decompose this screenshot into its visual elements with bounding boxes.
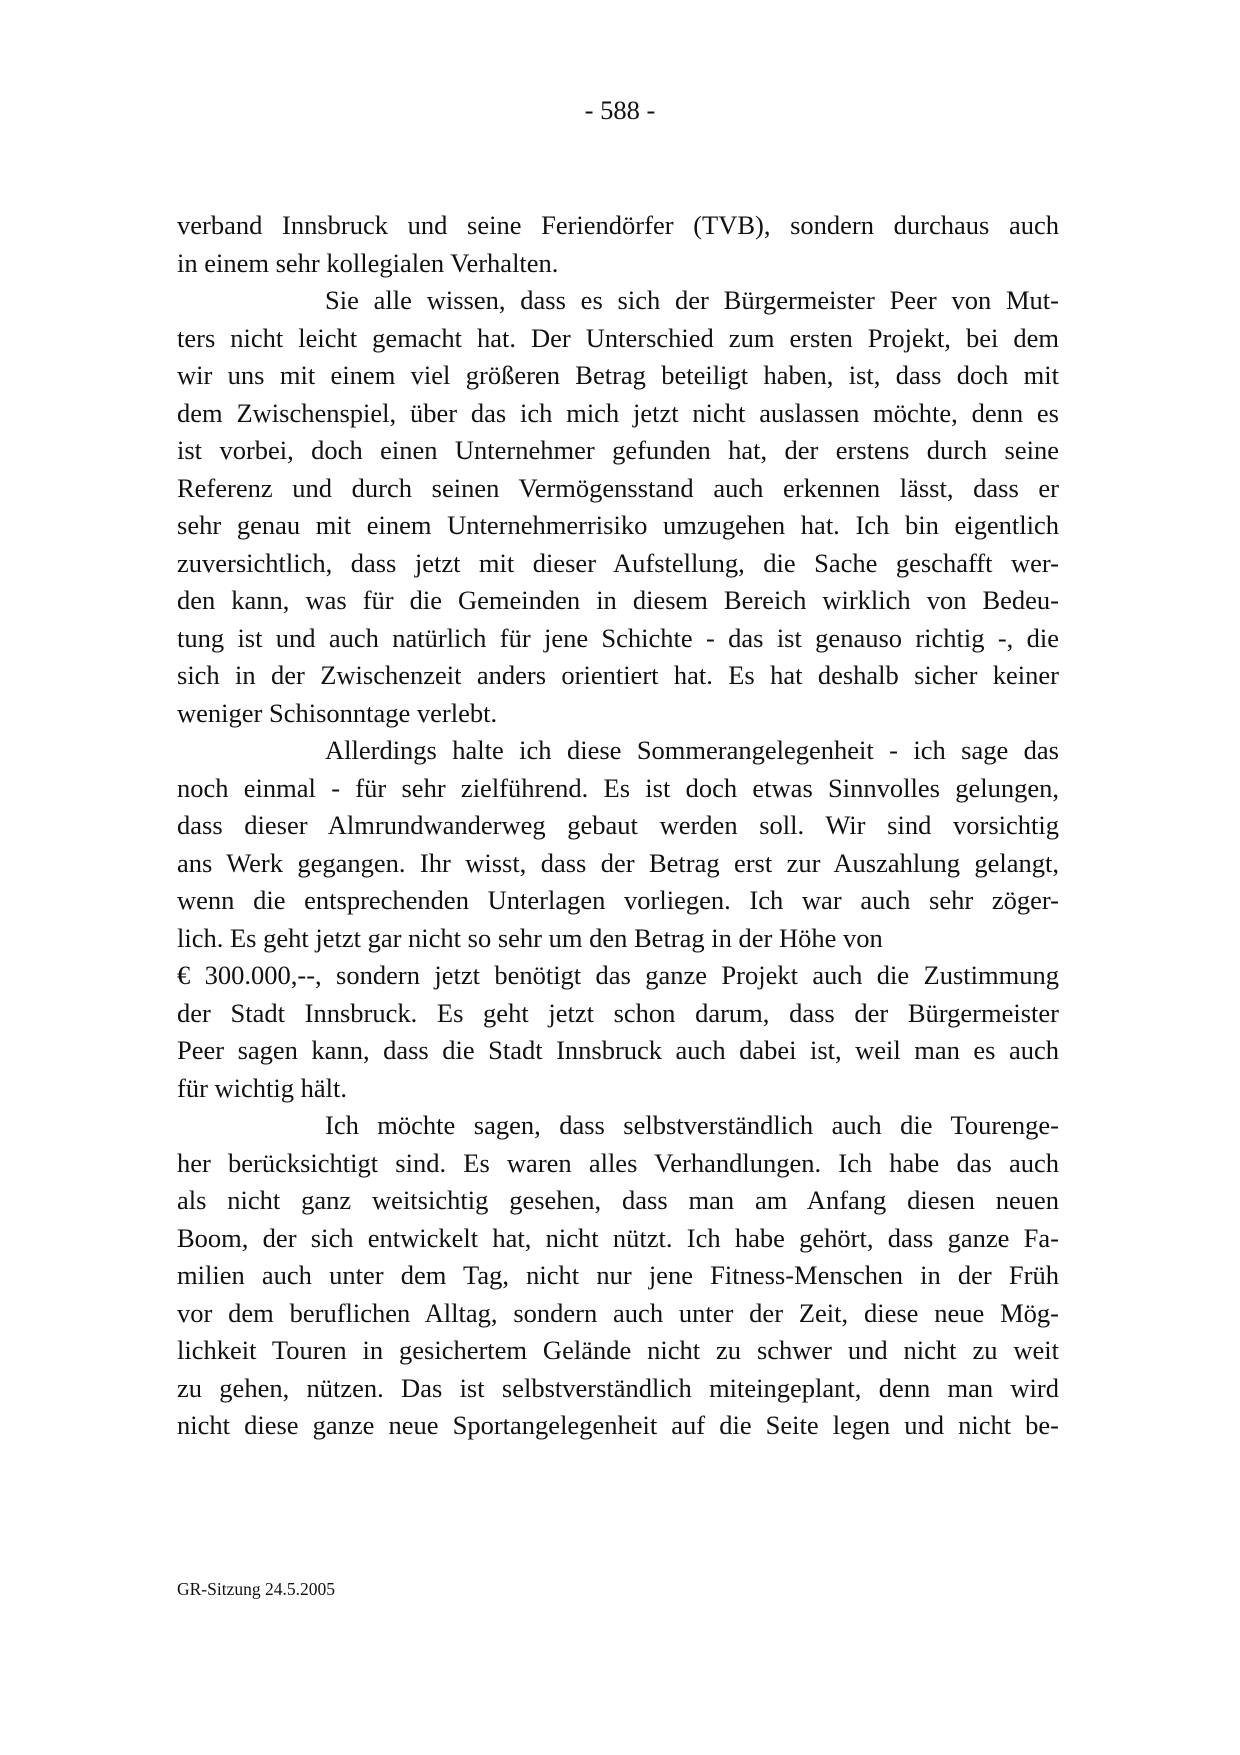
text-line: ist vorbei, doch einen Unternehmer gefunden hat, der erstens durch seine — [177, 435, 1059, 465]
text-line: her berücksichtigt sind. Es waren alles Verhandlungen. Ich habe das auch — [177, 1147, 1059, 1178]
text-line: € 300.000,--, sondern jetzt benötigt das ganze Projekt auch die Zustimmung — [177, 960, 1059, 990]
text-line: sich in der Zwischenzeit anders orientiert hat. Es hat deshalb sicher keiner — [177, 660, 1059, 690]
text-line: verband Innsbruck und seine Feriendörfer (TVB), sondern durchaus auch — [177, 210, 1059, 240]
text-line: als nicht ganz weitsichtig gesehen, dass man am Anfang diesen neuen — [177, 1185, 1059, 1215]
text-line: milien auch unter dem Tag, nicht nur jene Fitness-Menschen in der Früh — [177, 1260, 1059, 1290]
text-line: weniger Schisonntage verlebt. — [177, 697, 498, 728]
text-line: Allerdings halte ich diese Sommerangelegenheit - ich sage das — [325, 735, 1059, 765]
text-line: in einem sehr kollegialen Verhalten. — [177, 247, 559, 278]
text-line: zuversichtlich, dass jetzt mit dieser Aufstellung, die Sache geschafft wer- — [177, 547, 1059, 578]
text-line: lichkeit Touren in gesichertem Gelände nicht zu schwer und nicht zu weit — [177, 1335, 1059, 1365]
text-line: noch einmal - für sehr zielführend. Es ist doch etwas Sinnvolles gelungen, — [177, 772, 1059, 803]
text-line: dem Zwischenspiel, über das ich mich jetzt nicht auslassen möchte, denn es — [177, 397, 1059, 428]
text-line: dass dieser Almrundwanderweg gebaut werden soll. Wir sind vorsichtig — [177, 810, 1059, 840]
text-line: ans Werk gegangen. Ihr wisst, dass der Betrag erst zur Auszahlung gelangt, — [177, 847, 1059, 878]
footer-session-date: GR-Sitzung 24.5.2005 — [177, 1579, 335, 1599]
text-line: Sie alle wissen, dass es sich der Bürgermeister Peer von Mut- — [325, 285, 1059, 315]
body-text — [177, 207, 1059, 1445]
text-line: zu gehen, nützen. Das ist selbstverständlich miteingeplant, denn man wird — [177, 1372, 1059, 1403]
text-line: Boom, der sich entwickelt hat, nicht nützt. Ich habe gehört, dass ganze Fa- — [177, 1222, 1059, 1253]
text-line: der Stadt Innsbruck. Es geht jetzt schon darum, dass der Bürgermeister — [177, 997, 1059, 1028]
text-line: tung ist und auch natürlich für jene Schichte - das ist genauso richtig -, die — [177, 622, 1059, 653]
text-line: wenn die entsprechenden Unterlagen vorliegen. Ich war auch sehr zöger- — [177, 885, 1059, 915]
text-line: wir uns mit einem viel größeren Betrag beteiligt haben, ist, dass doch mit — [177, 360, 1059, 390]
text-line: den kann, was für die Gemeinden in diesem Bereich wirklich von Bedeu- — [177, 585, 1059, 615]
text-line: ters nicht leicht gemacht hat. Der Unterschied zum ersten Projekt, bei dem — [177, 322, 1059, 353]
text-line: vor dem beruflichen Alltag, sondern auch unter der Zeit, diese neue Mög- — [177, 1297, 1059, 1328]
text-line: lich. Es geht jetzt gar nicht so sehr um den Betrag in der Höhe von — [177, 922, 883, 953]
text-line: Peer sagen kann, dass die Stadt Innsbruck auch dabei ist, weil man es auch — [177, 1035, 1059, 1065]
text-line: für wichtig hält. — [177, 1072, 347, 1103]
text-line: Ich möchte sagen, dass selbstverständlich auch die Tourenge- — [325, 1110, 1059, 1140]
page-number: - 588 - — [584, 95, 656, 125]
text-line: Referenz und durch seinen Vermögensstand auch erkennen lässt, dass er — [177, 472, 1059, 503]
text-line: nicht diese ganze neue Sportangelegenheit auf die Seite legen und nicht be- — [177, 1410, 1059, 1440]
text-line: sehr genau mit einem Unternehmerrisiko umzugehen hat. Ich bin eigentlich — [177, 510, 1059, 540]
